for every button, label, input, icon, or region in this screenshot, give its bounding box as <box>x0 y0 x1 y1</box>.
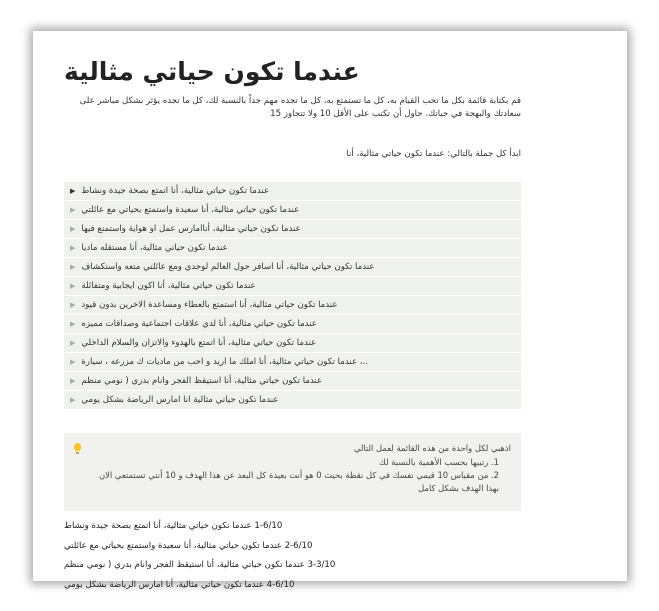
toggle-label: عندما تكون حياتي مثالية، أناامارس عمل او هواية واستمتع فيها <box>81 224 301 234</box>
toggle-label: عندما تكون حياتي مثالية، أنا مستقله ماديا <box>81 243 228 253</box>
triangle-right-icon[interactable]: ▶ <box>70 187 76 195</box>
toggle-item[interactable] <box>64 334 521 352</box>
score-text: 1-6/10 عندما تكون حياتي مثالية، أنا اتمتع بصحة جيدة ونشاط <box>64 521 283 531</box>
toggle-item[interactable] <box>64 220 521 238</box>
toggle-item[interactable] <box>64 353 521 371</box>
score-line <box>64 537 521 557</box>
triangle-right-icon[interactable]: ▶ <box>70 244 76 252</box>
callout-step-1: 1. رتبيها بحسب الأهمية بالنسبة لك <box>378 456 499 467</box>
toggle-item[interactable] <box>64 258 521 276</box>
toggle-label: عندما تكون حياتي مثالية، أنا اكون ايجابية ومتفائلة <box>81 281 256 291</box>
toggle-label: عندما تكون حياتي مثالية، أنا لدي علاقات اجتماعية وصداقات مميزه <box>81 319 317 329</box>
score-line <box>64 556 521 576</box>
triangle-right-icon[interactable]: ▶ <box>70 282 76 290</box>
toggle-item[interactable] <box>64 277 521 295</box>
score-text: 3-3/10 عندما تكون حياتي مثالية، أنا استيقظ الفجر وانام بدري ( نومي منظم <box>64 560 336 570</box>
triangle-right-icon[interactable]: ▶ <box>70 320 76 328</box>
toggle-label: عندما تكون حياتي مثالية، أنا اتمتع بالهدوء والاتزان والسلام الداخلي <box>81 338 317 348</box>
score-text: 4-6/10 عندما تكون حياتي مثالية، أنا امارس الرياضة بشكل يومي <box>64 579 295 590</box>
score-list <box>64 517 521 595</box>
instruction-text: ابدأ كل جملة بالتالي: عندما تكون حياتي مثالية، أنا <box>346 149 521 159</box>
toggle-label: عندما تكون حياتي مثالية انا امارس الرياضة بشكل يومي <box>81 395 279 405</box>
toggle-item[interactable] <box>64 372 521 390</box>
score-line <box>64 576 521 596</box>
triangle-right-icon[interactable]: ▶ <box>70 225 76 233</box>
callout-box <box>64 433 521 511</box>
triangle-right-icon[interactable]: ▶ <box>70 206 76 214</box>
toggle-item[interactable] <box>64 391 521 409</box>
triangle-right-icon[interactable]: ▶ <box>70 301 76 309</box>
intro-paragraph: قم بكتابة قائمة بكل ما تحب القيام به، كل ما تستمتع به، كل ما تجده مهم جداً بالنسبة لك، كل ما تجده يؤثر بشكل مباشر على سعادتك والبهجة في حياتك. حاول أن تكتب على الأقل 10 ولا تتجاوز 15 <box>79 96 521 119</box>
toggle-item[interactable] <box>64 296 521 314</box>
toggle-item[interactable] <box>64 182 521 200</box>
toggle-label: عندما تكون حياتي مثالية، أنا سعيدة واستمتع بحياتي مع عائلتي <box>81 205 300 215</box>
toggle-label: عندما تكون حياتي مثالية، أنا استمتع بالعطاء ومساعدة الاخرين بدون قيود <box>81 300 338 310</box>
toggle-label: عندما تكون حياتي مثالية، أنا استيقظ الفجر وانام بدري ( نومي منظم <box>81 376 323 386</box>
toggle-item[interactable] <box>64 239 521 257</box>
document-page <box>33 31 627 590</box>
toggle-label: عندما تكون حياتي مثالية، أنا املك ما اريد و احب من ماديات ك مزرعه ، سيارة ،.. <box>81 357 369 367</box>
toggle-list <box>64 182 521 410</box>
toggle-item[interactable] <box>64 315 521 333</box>
toggle-label: عندما تكون حياتي مثالية، أنا اسافر حول العالم لوحدي ومع عائلتي متعه واستكشاف <box>81 262 375 272</box>
triangle-right-icon[interactable]: ▶ <box>70 377 76 385</box>
toggle-label: عندما تكون حياتي مثالية، أنا اتمتع بصحة جيدة ونشاط <box>81 186 270 196</box>
triangle-right-icon[interactable]: ▶ <box>70 358 76 366</box>
triangle-right-icon[interactable]: ▶ <box>70 396 76 404</box>
callout-heading: اذهبي لكل واحدة من هذه القائمة لعمل التالي <box>353 443 511 453</box>
lightbulb-icon <box>74 443 81 451</box>
triangle-right-icon[interactable]: ▶ <box>70 339 76 347</box>
score-line <box>64 517 521 537</box>
toggle-item[interactable] <box>64 201 521 219</box>
page-title: عندما تكون حياتي مثالية <box>64 57 360 86</box>
triangle-right-icon[interactable]: ▶ <box>70 263 76 271</box>
callout-step-2: 2. من مقياس 10 قيمي نفسك في كل نقطة بحيث 0 هو أنت بعيدة كل البعد عن هذا الهدف و 10 أنتي تستمتعي الان بهذا الهدف بشكل كامل <box>98 470 499 493</box>
score-text: 2-6/10 عندما تكون حياتي مثالية، أنا سعيدة واستمتع بحياتي مع عائلتي <box>64 540 313 551</box>
